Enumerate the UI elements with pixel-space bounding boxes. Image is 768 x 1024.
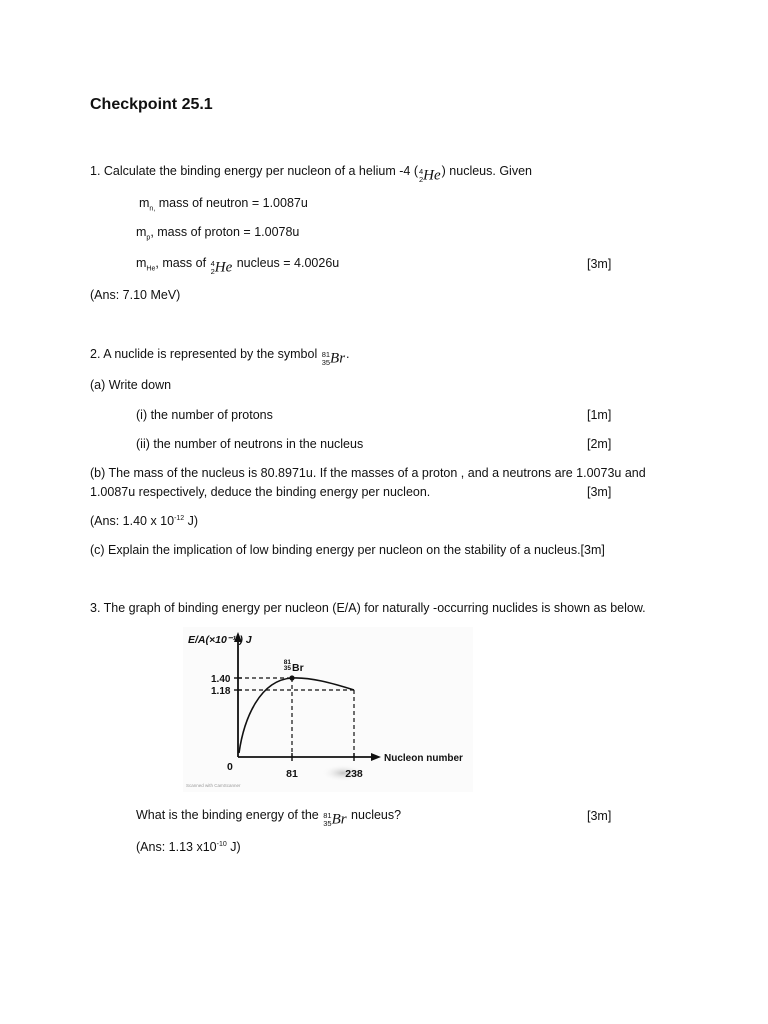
bromine-symbol-2: 81 35 Br — [323, 810, 347, 828]
q1-given-proton: $m_p$, mass of proton = 1.0078u — [136, 225, 300, 242]
peak-mass-number: 81 — [283, 659, 291, 666]
q2-a-ii-marks: [2m] — [587, 437, 612, 451]
q1-given-helium: $m_{He}$, mass of 4 2 He nucleus = 4.0026u — [136, 256, 340, 276]
origin-label: 0 — [227, 761, 233, 773]
x-tick-label-81: 81 — [286, 768, 298, 780]
q1-prefix: 1. Calculate the binding energy per nucleon of a helium -4 ( — [90, 164, 418, 178]
y-tick-label-1-18: 1.18 — [211, 686, 231, 697]
y-axis-label: E/A(×10⁻¹²) J — [188, 634, 252, 646]
q1-given-neutron: $m_{n,}$ mass of neutron = 1.0087u — [139, 196, 308, 213]
q2-a-i-marks: [1m] — [587, 408, 612, 422]
peak-symbol: Br — [292, 662, 304, 674]
bromine-symbol: 81 35 Br — [321, 349, 346, 367]
q3-marks: [3m] — [587, 809, 612, 823]
q2-a-i: (i) the number of protons — [136, 408, 273, 422]
q2-b-line1: (b) The mass of the nucleus is 80.8971u. If the masses of a proton , and a neutrons are 1.0073u and — [90, 466, 646, 480]
binding-energy-graph — [183, 627, 473, 792]
y-tick-label-1-40: 1.40 — [211, 674, 231, 685]
helium-symbol: 4 2 He — [418, 166, 441, 184]
q1-text — [90, 164, 532, 184]
q3-text: 3. The graph of binding energy per nucleon (E/A) for naturally -occurring nuclides is shown as below. — [90, 601, 646, 615]
helium-symbol-2: 4 2 He — [210, 258, 233, 276]
scan-watermark: Scanned with CamScanner — [186, 783, 241, 788]
q1-marks: [3m] — [587, 257, 612, 271]
q1-suffix: ) nucleus. Given — [441, 164, 532, 178]
q1-answer: (Ans: 7.10 MeV) — [90, 288, 181, 302]
q3-question: What is the binding energy of the 81 35 Br nucleus? — [136, 808, 402, 828]
x-axis-label: Nucleon number — [384, 753, 463, 764]
x-tick-label-238: 238 — [345, 768, 363, 780]
q2-a-ii: (ii) the number of neutrons in the nucleus — [136, 437, 364, 451]
q2-b-marks: [3m] — [587, 485, 612, 499]
q2-a: (a) Write down — [90, 378, 172, 392]
q2-b-line2: 1.0087u respectively, deduce the binding energy per nucleon. — [90, 485, 431, 499]
q3-answer: (Ans: 1.13 $x10^{-10}$ J) — [136, 840, 241, 854]
page-title: Checkpoint 25.1 — [90, 96, 213, 113]
q2-answer: (Ans: 1.40 x $10^{-12}$ J) — [90, 514, 199, 528]
peak-point — [289, 675, 294, 680]
peak-atomic-number: 35 — [283, 665, 291, 672]
q2-c: (c) Explain the implication of low binding energy per nucleon on the stability of a nucleus.[3m] — [90, 543, 605, 557]
q2-text: 2. A nuclide is represented by the symbol 81 35 Br. — [90, 347, 350, 367]
